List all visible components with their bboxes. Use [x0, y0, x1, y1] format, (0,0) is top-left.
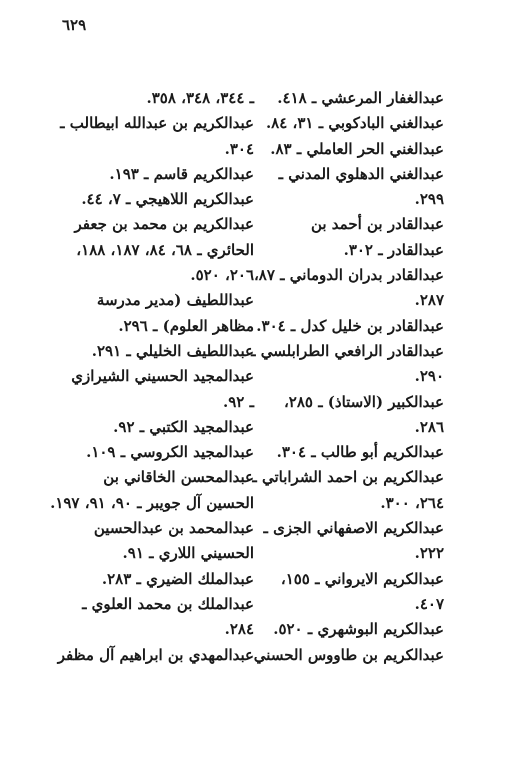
index-line: الحسين آل جويبر ـ ٩٠، ٩١، ١٩٧.	[50, 493, 254, 512]
index-line: عبدالكبير (الاستاذ) ـ ٢٨٥،	[283, 392, 444, 411]
page-number: ٦٢٩	[62, 16, 87, 34]
index-line: عبدالكريم بن عبدالله ابيطالب ـ	[60, 114, 254, 133]
index-line: ٢٠٦، ٥٢٠.	[190, 266, 254, 285]
index-line: عبدالكريم قاسم ـ ١٩٣.	[109, 164, 254, 183]
index-line: عبدالكريم بن محمد بن جعفر	[74, 215, 254, 234]
index-line: عبدالمحمد بن عبدالحسين	[93, 519, 254, 538]
index-line: ٢٨٦.	[414, 417, 444, 436]
index-line: عبدالكريم الاصفهاني الجزى ـ	[263, 519, 444, 538]
index-line: عبدالقادر بن أحمد بن	[310, 215, 444, 234]
index-line: ـ ٩٢.	[223, 392, 254, 411]
index-line: عبدالمحسن الخاقاني بن	[103, 468, 254, 487]
index-line: ٢٩٠.	[414, 367, 444, 386]
index-line: عبدالكريم بن احمد الشراباتي ـ	[252, 468, 444, 487]
index-column-right	[251, 86, 444, 668]
index-line: عبدالمجيد الحسيني الشيرازي	[71, 367, 254, 386]
index-line: عبدالكريم أبو طالب ـ ٣٠٤.	[276, 443, 444, 462]
index-line: ٢٩٩.	[414, 190, 444, 209]
index-line: ٢٨٤.	[224, 620, 254, 639]
index-line: ـ ٣٤٤، ٣٤٨، ٣٥٨.	[146, 89, 254, 107]
index-line: عبدالكريم اللاهيجي ـ ٧، ٤٤.	[81, 190, 254, 209]
index-line: عبدالمجيد الكروسي ـ ١٠٩.	[86, 443, 254, 462]
index-line: عبدالغفار المرعشي ـ ٤١٨.	[277, 89, 444, 107]
index-line: عبدالقادر الرافعي الطرابلسي ـ	[251, 341, 444, 360]
index-line: مظاهر العلوم) ـ ٢٩٦.	[118, 316, 254, 335]
index-line: عبدالكريم الايرواني ـ ١٥٥،	[280, 569, 444, 588]
index-line: ٤٠٧.	[414, 594, 444, 613]
index-line: عبدالملك بن محمد العلوي ـ	[82, 594, 254, 613]
index-line: عبدالقادر بن خليل كدل ـ ٣٠٤.	[256, 316, 444, 335]
index-line: عبدالمجيد الكتبي ـ ٩٢.	[113, 417, 254, 436]
index-line: عبداللطيف الخليلي ـ ٢٩١.	[91, 341, 254, 360]
index-line: عبدالغني البادكوبي ـ ٣١، ٨٤.	[265, 114, 444, 133]
index-line: الحسيني اللاري ـ ٩١.	[122, 544, 254, 563]
index-line: ٢٦٤، ٣٠٠.	[380, 493, 444, 512]
index-line: عبدالغني الحر العاملي ـ ٨٣.	[270, 139, 444, 158]
index-line: عبدالكريم البوشهري ـ ٥٢٠.	[273, 620, 444, 639]
index-line: الحائري ـ ٦٨، ٨٤، ١٨٧، ١٨٨،	[76, 240, 254, 259]
index-line: عبداللطيف (مدير مدرسة	[96, 291, 254, 310]
index-line: عبدالقادر ـ ٣٠٢.	[343, 240, 444, 259]
index-line: عبدالمهدي بن ابراهيم آل مظفر	[57, 645, 254, 664]
index-line: عبدالغني الدهلوي المدني ـ	[278, 164, 444, 183]
index-line: ٣٠٤.	[224, 139, 254, 158]
index-line: ٢٢٢.	[414, 544, 444, 563]
index-line: عبدالكريم بن طاووس الحسني	[253, 645, 444, 664]
index-line: عبدالقادر بدران الدوماني ـ ٨٧،	[253, 266, 444, 285]
index-line: عبدالملك الضيري ـ ٢٨٣.	[101, 569, 254, 588]
index-line: ٢٨٧.	[414, 291, 444, 310]
index-column-left	[50, 86, 254, 668]
